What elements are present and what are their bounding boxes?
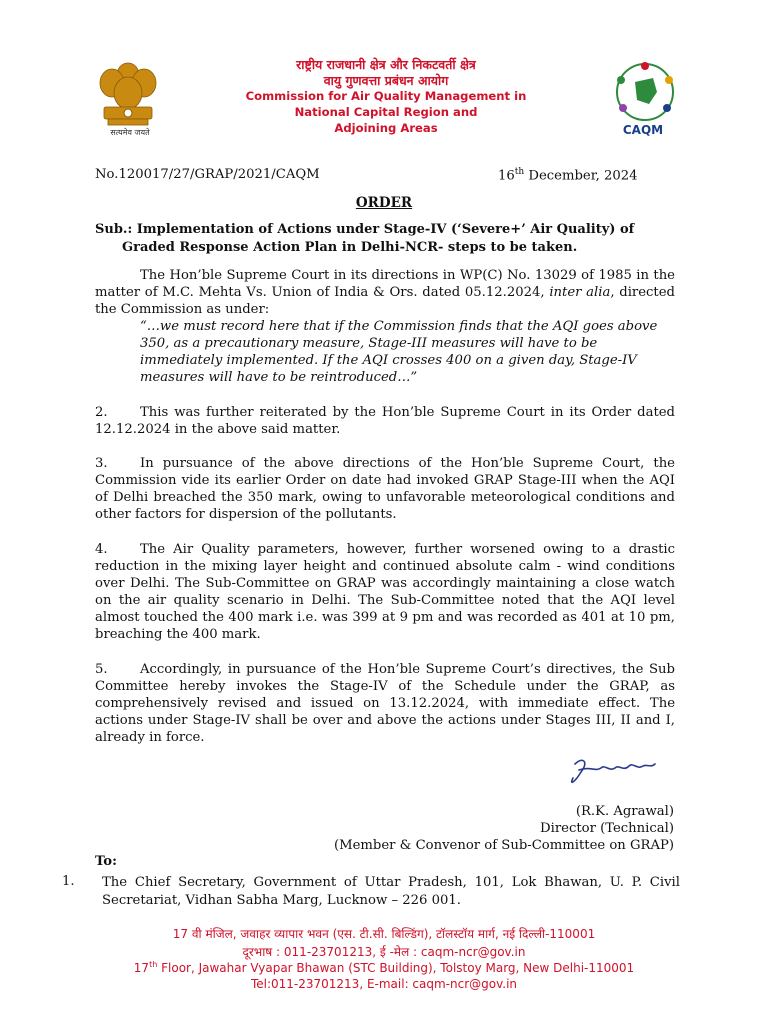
emblem-motto: सत्यमेव जयते xyxy=(110,128,150,137)
reference-number: No.120017/27/GRAP/2021/CAQM xyxy=(95,167,320,182)
header-english-line-2: National Capital Region and xyxy=(294,105,478,119)
paragraph-1-text-b: , directed the Commission as under: xyxy=(95,285,675,317)
order-title: ORDER xyxy=(355,195,413,211)
paragraph-5-text: Accordingly, in pursuance of the Hon’ble Supreme Court’s directives, the Sub Committee hereby invokes the Stage-IV of the Schedule under the GRAP, as comprehensively revised and issued on 13.12.2024, with immediate effect. The actions under Stage-IV shall be over and above the actions under Stages III, II and I, already in force. xyxy=(95,662,675,745)
footer-hindi-address: 17 वी मंजिल, जवाहर व्यापार भवन (एस. टी.सी. बिल्डिंग), टॉलस्टॉय मार्ग, नई दिल्ली-110001 xyxy=(172,927,596,941)
paragraph-3-text: In pursuance of the above directions of the Hon’ble Supreme Court, the Commission vide its earlier Order on date had invoked GRAP Stage-III when the AQI of Delhi breached the 350 mark, owing to unfavorable meteorological conditions and other factors for dispersion of the pollutants. xyxy=(95,456,675,522)
subject-line-2: Graded Response Action Plan in Delhi-NCR- steps to be taken. xyxy=(122,240,578,255)
signatory-role: (Member & Convenor of Sub-Committee on GRAP) xyxy=(333,838,674,853)
footer-english-address xyxy=(0,960,768,975)
header-english-line-3: Adjoining Areas xyxy=(334,121,438,135)
footer-english-contact: Tel:011-23701213, E-mail: caqm-ncr@gov.in xyxy=(250,977,518,991)
court-quote: “…we must record here that if the Commission finds that the AQI goes above 350, as a precautionary measure, Stage-III measures will have to be immediately implemented. If the AQI crosses 400 on a given day, Stage-IV measures will have to be reintroduced…” xyxy=(140,319,658,385)
header-hindi-line-1: राष्ट्रीय राजधानी क्षेत्र और निकटवर्ती क्षेत्र xyxy=(296,57,476,72)
signatory-designation: Director (Technical) xyxy=(540,821,674,836)
order-date-rest: December, 2024 xyxy=(524,168,638,184)
handwritten-signature xyxy=(565,752,665,792)
paragraph-4 xyxy=(95,541,675,643)
paragraph-2 xyxy=(95,404,675,438)
paragraph-1-text-a: The Hon’ble Supreme Court in its directions in WP(C) No. 13029 of 1985 in the matter of M.C. Mehta Vs. Union of India & Ors. dated 05.12.2024, xyxy=(95,268,675,300)
paragraph-1-italic: inter alia xyxy=(549,285,611,300)
paragraph-4-text: The Air Quality parameters, however, further worsened owing to a drastic reduction in the mixing layer height and continued absolute calm - wind conditions over Delhi. The Sub-Committee on GRAP was accordingly maintaining a close watch on the air quality scenario in Delhi. The Sub-Committee noted that the AQI level almost touched the 400 mark i.e. was 399 at 9 pm and was recorded as 401 at 10 pm, breaching the 400 mark. xyxy=(95,542,675,642)
paragraph-5 xyxy=(95,661,675,746)
header-english-line-1: Commission for Air Quality Management in xyxy=(245,89,527,103)
recipient-number: 1. xyxy=(62,874,75,889)
order-date xyxy=(498,167,638,183)
signatory-name: (R.K. Agrawal) xyxy=(575,804,674,819)
recipient-address: The Chief Secretary, Government of Uttar Pradesh, 101, Lok Bhawan, U. P. Civil Secretariat, Vidhan Sabha Marg, Lucknow – 226 001. xyxy=(102,875,680,908)
to-label: To: xyxy=(95,854,117,869)
paragraph-1 xyxy=(95,267,675,318)
footer-hindi-contact: दूरभाष : 011-23701213, ई -मेल : caqm-ncr@gov.in xyxy=(242,945,526,959)
caqm-logo-text: CAQM xyxy=(622,123,664,137)
order-date-day: 16 xyxy=(498,168,515,184)
footer-floor-number: 17 xyxy=(133,961,150,975)
paragraph-2-text: This was further reiterated by the Hon’ble Supreme Court in its Order dated 12.12.2024 in the above said matter. xyxy=(95,405,675,437)
subject xyxy=(95,221,680,257)
paragraph-2-number: 2. xyxy=(95,405,108,420)
paragraph-3-number: 3. xyxy=(95,456,108,471)
subject-line-1: Sub.: Implementation of Actions under Stage-IV (‘Severe+’ Air Quality) of xyxy=(95,222,635,237)
header-hindi-line-2: वायु गुणवत्ता प्रबंधन आयोग xyxy=(323,73,449,88)
paragraph-4-number: 4. xyxy=(95,542,108,557)
footer-floor-suffix: th xyxy=(149,960,158,969)
footer-address-rest: Floor, Jawahar Vyapar Bhawan (STC Building), Tolstoy Marg, New Delhi-110001 xyxy=(157,961,635,975)
order-date-suffix: th xyxy=(514,167,525,177)
paragraph-5-number: 5. xyxy=(95,662,108,677)
paragraph-3 xyxy=(95,455,675,523)
